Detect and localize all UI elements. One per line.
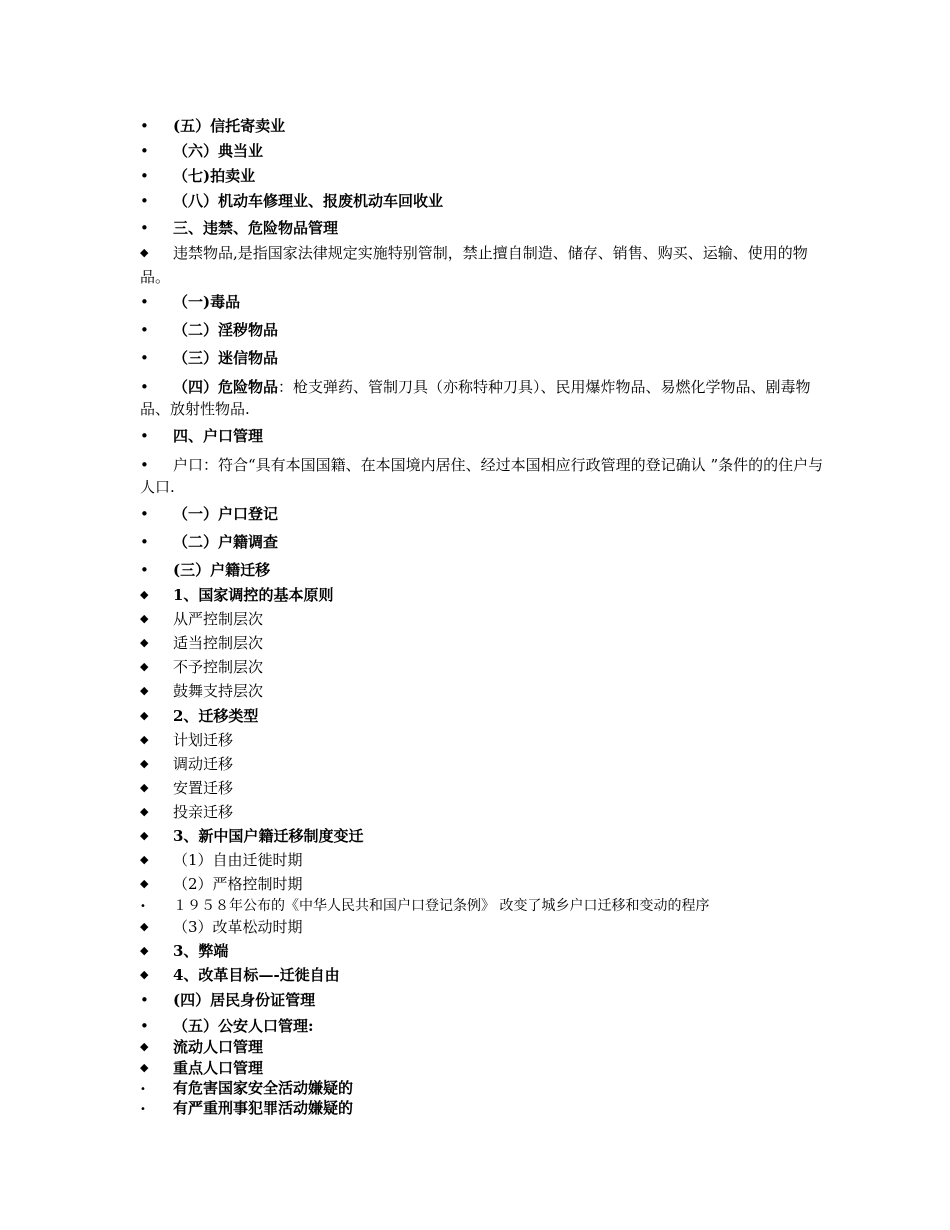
list-item-text: （2）严格控制时期 xyxy=(173,875,303,893)
bullet-dot-icon: • xyxy=(140,378,149,396)
bullet-diamond-icon: ◆ xyxy=(140,829,149,842)
bullet-dot-icon: • xyxy=(140,505,149,523)
list-item xyxy=(140,873,830,897)
section-heading xyxy=(140,425,830,447)
list-item-text: 违禁物品,是指国家法律规定实施特别管制，禁止擅自制造、储存、销售、购买、运输、使用的物品。 xyxy=(140,244,808,286)
list-item xyxy=(140,1097,830,1122)
list-item-text: 1、国家调控的基本原则 xyxy=(173,586,334,604)
list-item xyxy=(140,705,830,729)
list-item xyxy=(140,347,830,369)
list-item-text: （二）户籍调查 xyxy=(173,533,279,551)
list-item xyxy=(140,940,830,964)
list-item-text: 三、违禁、危险物品管理 xyxy=(173,219,339,237)
bullet-dot-icon: • xyxy=(140,456,149,474)
bullet-diamond-icon: ◆ xyxy=(140,944,149,957)
list-item xyxy=(140,989,830,1011)
list-item-text: １９５８年公布的《中华人民共和国户口登记条例》 改变了城乡户口迁移和变动的程序 xyxy=(173,898,710,914)
list-item xyxy=(140,165,830,187)
list-item xyxy=(140,531,830,553)
list-item xyxy=(140,376,830,420)
bullet-diamond-icon: ◆ xyxy=(140,757,149,770)
list-item-text: （五）公安人口管理: xyxy=(173,1017,314,1035)
bullet-diamond-icon: ◆ xyxy=(140,588,149,601)
section-heading xyxy=(140,217,830,239)
bullet-dot-icon: • xyxy=(140,561,149,579)
list-item-text: （三）迷信物品 xyxy=(173,349,279,367)
bullet-dot-icon: • xyxy=(140,293,149,311)
bullet-diamond-icon: ◆ xyxy=(140,636,149,649)
list-item-text: (五）信托寄卖业 xyxy=(173,117,286,135)
list-item xyxy=(140,753,830,777)
list-item xyxy=(140,964,830,988)
list-item-text: （二）淫秽物品 xyxy=(173,321,279,339)
list-item xyxy=(140,190,830,212)
bullet-dot-icon: • xyxy=(140,991,149,1009)
bullet-diamond-icon: ◆ xyxy=(140,660,149,673)
list-item-text: ：枪支弹药、管制刀具（亦称特种刀具）、民用爆炸物品、易燃化学物品、剧毒物品、放射性物品. xyxy=(140,378,811,418)
bullet-dot-icon: • xyxy=(140,167,149,185)
list-item xyxy=(140,1015,830,1037)
list-item-text: 适当控制层次 xyxy=(173,634,264,652)
list-item xyxy=(140,632,830,656)
list-item-text: （七)拍卖业 xyxy=(173,167,256,185)
bullet-diamond-icon: ◆ xyxy=(140,1040,149,1053)
bullet-diamond-icon: ◆ xyxy=(140,920,149,933)
list-item xyxy=(140,503,830,525)
bullet-diamond-icon: ◆ xyxy=(140,709,149,722)
bullet-dot-icon: • xyxy=(140,219,149,237)
bullet-diamond-icon: ◆ xyxy=(140,781,149,794)
list-item xyxy=(140,115,830,137)
list-item xyxy=(140,608,830,632)
bullet-diamond-icon: ◆ xyxy=(140,612,149,625)
list-item-text: （六）典当业 xyxy=(173,142,264,160)
list-item-text: 2、迁移类型 xyxy=(173,707,259,725)
bullet-dot-icon: • xyxy=(140,349,149,367)
list-item-lead: （四）危险物品 xyxy=(173,378,279,396)
bullet-dot-icon: • xyxy=(140,1084,146,1095)
bullet-diamond-icon: ◆ xyxy=(140,1061,149,1074)
bullet-diamond-icon: ◆ xyxy=(140,968,149,981)
list-item xyxy=(140,584,830,608)
bullet-dot-icon: • xyxy=(140,533,149,551)
list-item-text: 有危害国家安全活动嫌疑的 xyxy=(173,1079,354,1097)
list-item-text: (三）户籍迁移 xyxy=(173,561,271,579)
list-item-text: （1）自由迁徙时期 xyxy=(173,851,303,869)
list-item xyxy=(140,916,830,940)
list-item-text: 户口：符合“具有本国国籍、在本国境内居住、经过本国相应行政管理的登记确认 ”条件的的住户与人口. xyxy=(140,456,824,496)
list-item xyxy=(140,242,830,288)
list-item-text: （八）机动车修理业、报废机动车回收业 xyxy=(173,192,444,210)
list-item-text: （3）改革松动时期 xyxy=(173,918,303,936)
list-item-text: 3、新中国户籍迁移制度变迁 xyxy=(173,827,364,845)
list-item-text: （一)毒品 xyxy=(173,293,241,311)
list-item xyxy=(140,680,830,704)
list-item xyxy=(140,291,830,313)
list-item-text: 四、户口管理 xyxy=(173,427,264,445)
list-item-text: 调动迁移 xyxy=(173,755,234,773)
list-item-text: 鼓舞支持层次 xyxy=(173,682,264,700)
list-item-text: 流动人口管理 xyxy=(173,1038,264,1056)
bullet-dot-icon: • xyxy=(140,192,149,210)
bullet-diamond-icon: ◆ xyxy=(140,246,149,259)
list-item xyxy=(140,656,830,680)
bullet-dot-icon: • xyxy=(140,901,146,912)
bullet-dot-icon: • xyxy=(140,142,149,160)
bullet-diamond-icon: ◆ xyxy=(140,805,149,818)
list-item-text: (四）居民身份证管理 xyxy=(173,991,316,1009)
list-item xyxy=(140,319,830,341)
bullet-dot-icon: • xyxy=(140,427,149,445)
bullet-diamond-icon: ◆ xyxy=(140,684,149,697)
list-item xyxy=(140,825,830,849)
list-item-text: 投亲迁移 xyxy=(173,803,234,821)
list-item-text: 计划迁移 xyxy=(173,731,234,749)
bullet-diamond-icon: ◆ xyxy=(140,853,149,866)
list-item-text: 安置迁移 xyxy=(173,779,234,797)
list-item-text: 不予控制层次 xyxy=(173,658,264,676)
list-item-text: 4、改革目标—-迁徙自由 xyxy=(173,966,340,984)
bullet-dot-icon: • xyxy=(140,117,149,135)
list-item-text: （一）户口登记 xyxy=(173,505,279,523)
list-item-text: 3、弊端 xyxy=(173,942,229,960)
list-item-text: 从严控制层次 xyxy=(173,610,264,628)
list-item xyxy=(140,849,830,873)
list-item xyxy=(140,729,830,753)
list-item-text: 重点人口管理 xyxy=(173,1059,264,1077)
list-item xyxy=(140,454,830,498)
list-item xyxy=(140,140,830,162)
bullet-dot-icon: • xyxy=(140,1104,146,1115)
bullet-diamond-icon: ◆ xyxy=(140,877,149,890)
list-item xyxy=(140,559,830,581)
bullet-dot-icon: • xyxy=(140,321,149,339)
list-item-text: 有严重刑事犯罪活动嫌疑的 xyxy=(173,1099,354,1117)
bullet-diamond-icon: ◆ xyxy=(140,733,149,746)
bullet-dot-icon: • xyxy=(140,1017,149,1035)
list-item xyxy=(140,777,830,801)
list-item xyxy=(140,801,830,825)
